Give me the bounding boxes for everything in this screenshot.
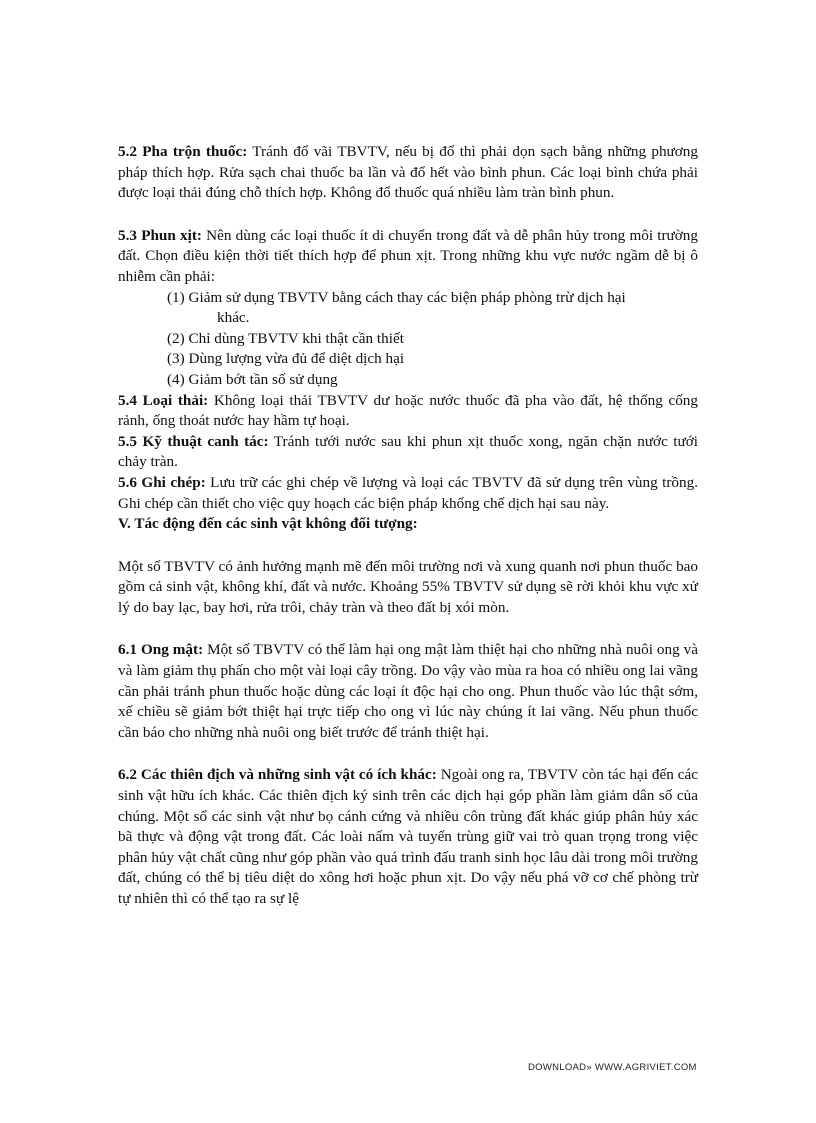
- section-6-1: [118, 640, 698, 743]
- section-5-4-text: Không loại thải TBVTV dư hoặc nước thuốc đã pha vào đất, hệ thống cống rảnh, ống thoát nước hay hầm tự hoại.: [118, 391, 698, 430]
- section-6-1-label: 6.1 Ong mật:: [118, 641, 204, 659]
- list-item: (2) Chỉ dùng TBVTV khi thật cần thiết: [167, 329, 404, 347]
- section-5-3: [118, 226, 698, 288]
- list-item: (1) Giảm sử dụng TBVTV bằng cách thay các biện pháp phòng trừ dịch hại khác.: [167, 288, 626, 327]
- section-5-3-text: Nên dùng các loại thuốc ít di chuyển trong đất và dễ phân hủy trong môi trường đất. Chọn điều kiện thời tiết thích hợp để phun xịt. Trong những khu vực nước ngầm dễ bị ô nhiễm cần phải:: [118, 226, 698, 285]
- section-5-2: [118, 142, 698, 204]
- section-5-3-list: [118, 288, 698, 391]
- section-5-2-text: Tránh đổ vãi TBVTV, nếu bị đổ thì phải dọn sạch bằng những phương pháp thích hợp. Rửa sạch chai thuốc ba lần và đổ hết vào bình phun. Các loại bình chứa phải được loại thải đúng chỗ thích hợp. Không đổ thuốc quá nhiều làm tràn bình phun.: [118, 143, 698, 202]
- section-5-2-label: 5.2 Pha trộn thuốc:: [118, 143, 248, 160]
- section-5-3-label: 5.3 Phun xịt:: [118, 226, 202, 244]
- section-6-1-text: Một số TBVTV có thể làm hại ong mật làm thiệt hại cho những nhà nuôi ong và và làm giảm thụ phấn cho một vài loại cây trồng. Do vậy vào mùa ra hoa có nhiều ong lai vãng cần phải tránh phun thuốc hoặc dùng các loại ít độc hại cho ong. Phun thuốc vào lúc thật sớm, xế chiều sẽ giảm bớt thiệt hại trực tiếp cho ong vì lúc này chúng ít lai vãng. Nếu phun thuốc cần báo cho những nhà nuôi ong biết trước để tránh thiệt hại.: [118, 641, 698, 741]
- section-v-intro: Một số TBVTV có ảnh hưởng mạnh mẽ đến môi trường nơi và xung quanh nơi phun thuốc bao gồm cả sinh vật, không khí, đất và nước. Khoảng 55% TBVTV sử dụng sẽ rời khỏi khu vực xử lý do bay lạc, bay hơi, rửa trôi, chảy tràn và theo đất bị xói mòn.: [118, 557, 698, 616]
- section-6-2-label: 6.2 Các thiên địch và những sinh vật có ích khác:: [118, 766, 437, 784]
- footer-download-link[interactable]: DOWNLOAD» WWW.AGRIVIET.COM: [528, 1062, 697, 1073]
- section-5-5-text: Tránh tưới nước sau khi phun xịt thuốc xong, ngăn chặn nước tưới chảy tràn.: [118, 432, 699, 471]
- section-5-6-label: 5.6 Ghi chép:: [118, 473, 206, 491]
- list-item: (3) Dùng lượng vừa đủ để diệt dịch hại: [167, 350, 405, 368]
- section-5-6: [118, 473, 698, 514]
- list-item: (4) Giảm bớt tần số sử dụng: [167, 370, 338, 388]
- document-page: [118, 142, 698, 910]
- section-v-heading: V. Tác động đến các sinh vật không đối tượng:: [118, 515, 418, 533]
- section-6-2: [118, 765, 698, 909]
- section-6-2-text: Ngoài ong ra, TBVTV còn tác hại đến các sinh vật hữu ích khác. Các thiên địch ký sinh trên các dịch hại góp phần làm giảm dân số của chúng. Một số các sinh vật như bọ cánh cứng và nhiều côn trùng đất khác giúp phân hủy xác bã thực và động vật trong đất. Các loài nấm và tuyến trùng giữ vai trò quan trọng trong việc phân hủy vật chất cũng như góp phần vào quá trình đấu tranh sinh học lâu dài trong môi trường đất, chúng có thể bị tiêu diệt do xông hơi hoặc phun xịt. Do vậy nếu phá vỡ cơ chế phòng trừ tự nhiên thì có thể tạo ra sự lệ: [118, 766, 698, 907]
- section-5-5: [118, 432, 698, 473]
- section-5-4: [118, 391, 698, 432]
- section-5-5-label: 5.5 Kỹ thuật canh tác:: [118, 432, 269, 450]
- section-5-6-text: Lưu trữ các ghi chép về lượng và loại các TBVTV đã sử dụng trên vùng trồng. Ghi chép cần thiết cho việc quy hoạch các biện pháp khống chế dịch hại sau này.: [118, 473, 698, 512]
- section-5-4-label: 5.4 Loại thải:: [118, 391, 209, 409]
